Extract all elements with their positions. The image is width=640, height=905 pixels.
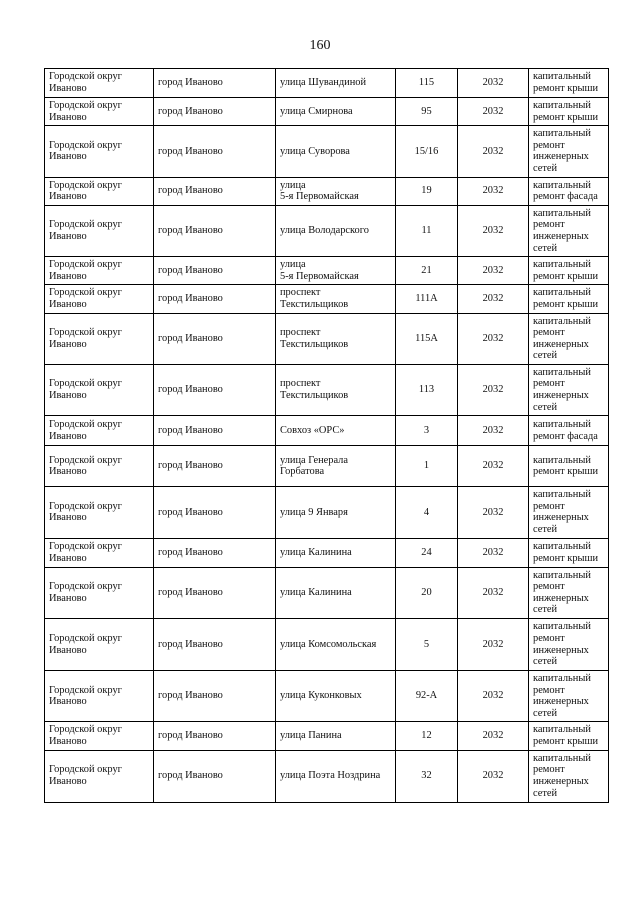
street-cell-line: улица Панина bbox=[280, 730, 342, 742]
district-cell bbox=[45, 177, 154, 205]
work-type-cell-line: сетей bbox=[533, 656, 558, 668]
district-cell bbox=[45, 538, 154, 567]
district-cell-line: Иваново bbox=[49, 644, 87, 656]
district-cell-line: Городской округ bbox=[49, 764, 122, 776]
table-row bbox=[45, 313, 609, 364]
work-type-cell-line: инженерных bbox=[533, 151, 589, 163]
work-type-cell-line: инженерных bbox=[533, 512, 589, 524]
work-type-cell-line: ремонт bbox=[533, 327, 565, 339]
year-cell: 2032 bbox=[458, 313, 529, 364]
district-cell-line: Иваново bbox=[49, 230, 87, 242]
year-cell: 2032 bbox=[458, 619, 529, 671]
district-cell-line: Городской округ bbox=[49, 219, 122, 231]
house-number-cell: 3 bbox=[396, 416, 458, 446]
work-type-cell-line: ремонт фасада bbox=[533, 191, 598, 203]
work-type-cell bbox=[529, 750, 609, 802]
work-type-cell bbox=[529, 205, 609, 256]
street-cell-line: проспект bbox=[280, 287, 321, 299]
house-number-cell: 95 bbox=[396, 98, 458, 126]
city-cell: город Иваново bbox=[154, 364, 276, 415]
year-cell: 2032 bbox=[458, 205, 529, 256]
work-type-cell bbox=[529, 567, 609, 618]
work-type-cell-line: капитальный bbox=[533, 724, 591, 736]
work-type-cell-line: ремонт bbox=[533, 684, 565, 696]
work-type-cell-line: ремонт крыши bbox=[533, 552, 599, 564]
district-cell bbox=[45, 416, 154, 446]
street-cell bbox=[276, 750, 396, 802]
city-cell: город Иваново bbox=[154, 619, 276, 671]
table-row bbox=[45, 446, 609, 487]
district-cell-line: Городской округ bbox=[49, 139, 122, 151]
year-cell: 2032 bbox=[458, 538, 529, 567]
repair-schedule-table bbox=[44, 68, 609, 803]
street-cell bbox=[276, 364, 396, 415]
house-number-cell: 15/16 bbox=[396, 126, 458, 177]
work-type-cell-line: капитальный bbox=[533, 366, 591, 378]
house-number-cell: 111А bbox=[396, 285, 458, 313]
street-cell bbox=[276, 98, 396, 126]
table-row bbox=[45, 69, 609, 98]
work-type-cell-line: капитальный bbox=[533, 128, 591, 140]
district-cell-line: Городской округ bbox=[49, 259, 122, 271]
district-cell-line: Городской округ bbox=[49, 724, 122, 736]
street-cell-line: улица Генерала bbox=[280, 454, 348, 466]
work-type-cell-line: ремонт крыши bbox=[533, 270, 599, 282]
year-cell: 2032 bbox=[458, 487, 529, 538]
work-type-cell-line: сетей bbox=[533, 787, 558, 799]
work-type-cell-line: капитальный bbox=[533, 100, 591, 111]
city-cell: город Иваново bbox=[154, 722, 276, 750]
street-cell-line: улица Поэта Ноздрина bbox=[280, 770, 381, 782]
year-cell: 2032 bbox=[458, 285, 529, 313]
work-type-cell-line: ремонт крыши bbox=[533, 83, 599, 94]
district-cell-line: Иваново bbox=[49, 512, 87, 524]
year-cell: 2032 bbox=[458, 750, 529, 802]
work-type-cell-line: инженерных bbox=[533, 592, 589, 604]
work-type-cell bbox=[529, 446, 609, 487]
district-cell-line: Иваново bbox=[49, 151, 87, 163]
city-cell: город Иваново bbox=[154, 487, 276, 538]
district-cell-line: Городской округ bbox=[49, 419, 122, 431]
street-cell-line: улица bbox=[280, 259, 306, 271]
city-cell: город Иваново bbox=[154, 98, 276, 126]
district-cell bbox=[45, 671, 154, 722]
year-cell: 2032 bbox=[458, 722, 529, 750]
district-cell-line: Иваново bbox=[49, 338, 87, 350]
district-cell bbox=[45, 364, 154, 415]
district-cell-line: Иваново bbox=[49, 466, 87, 478]
work-type-cell-line: инженерных bbox=[533, 696, 589, 708]
work-type-cell bbox=[529, 364, 609, 415]
table-row bbox=[45, 98, 609, 126]
district-cell bbox=[45, 285, 154, 313]
street-cell-line: Текстильщиков bbox=[280, 390, 349, 402]
city-cell: город Иваново bbox=[154, 538, 276, 567]
house-number-cell: 4 bbox=[396, 487, 458, 538]
table-row bbox=[45, 126, 609, 177]
house-number-cell: 21 bbox=[396, 257, 458, 285]
city-cell: город Иваново bbox=[154, 257, 276, 285]
table-row bbox=[45, 205, 609, 256]
district-cell-line: Иваново bbox=[49, 696, 87, 708]
year-cell: 2032 bbox=[458, 671, 529, 722]
table-row bbox=[45, 285, 609, 313]
work-type-cell-line: ремонт bbox=[533, 139, 565, 151]
work-type-cell bbox=[529, 177, 609, 205]
city-cell: город Иваново bbox=[154, 671, 276, 722]
work-type-cell-line: инженерных bbox=[533, 338, 589, 350]
year-cell: 2032 bbox=[458, 126, 529, 177]
year-cell: 2032 bbox=[458, 446, 529, 487]
house-number-cell: 113 bbox=[396, 364, 458, 415]
district-cell-line: Иваново bbox=[49, 552, 87, 564]
street-cell bbox=[276, 671, 396, 722]
work-type-cell-line: ремонт крыши bbox=[533, 111, 599, 123]
street-cell-line: Текстильщиков bbox=[280, 338, 349, 350]
city-cell: город Иваново bbox=[154, 126, 276, 177]
work-type-cell-line: капитальный bbox=[533, 71, 591, 83]
district-cell-line: Городской округ bbox=[49, 287, 122, 299]
street-cell bbox=[276, 619, 396, 671]
district-cell bbox=[45, 313, 154, 364]
street-cell bbox=[276, 313, 396, 364]
work-type-cell-line: капитальный bbox=[533, 315, 591, 327]
street-cell bbox=[276, 416, 396, 446]
year-cell: 2032 bbox=[458, 98, 529, 126]
work-type-cell-line: капитальный bbox=[533, 621, 591, 633]
work-type-cell-line: сетей bbox=[533, 707, 558, 719]
work-type-cell-line: сетей bbox=[533, 401, 558, 413]
table-row bbox=[45, 750, 609, 802]
house-number-cell: 1 bbox=[396, 446, 458, 487]
street-cell bbox=[276, 722, 396, 750]
street-cell bbox=[276, 126, 396, 177]
district-cell-line: Иваново bbox=[49, 735, 87, 747]
work-type-cell-line: сетей bbox=[533, 604, 558, 616]
street-cell-line: улица Володарского bbox=[280, 225, 369, 237]
table-row bbox=[45, 671, 609, 722]
street-cell bbox=[276, 257, 396, 285]
street-cell bbox=[276, 538, 396, 567]
table-body bbox=[45, 69, 609, 803]
work-type-cell-line: ремонт фасада bbox=[533, 430, 598, 442]
work-type-cell-line: сетей bbox=[533, 524, 558, 536]
work-type-cell-line: капитальный bbox=[533, 179, 591, 191]
street-cell-line: Текстильщиков bbox=[280, 298, 349, 310]
work-type-cell-line: капитальный bbox=[533, 207, 591, 219]
page-number: 160 bbox=[309, 38, 331, 53]
work-type-cell-line: капитальный bbox=[533, 287, 591, 299]
street-cell-line: улица Шувандиной bbox=[280, 77, 367, 89]
city-cell: город Иваново bbox=[154, 567, 276, 618]
street-cell-line: 5-я Первомайская bbox=[280, 191, 359, 203]
city-cell: город Иваново bbox=[154, 416, 276, 446]
district-cell bbox=[45, 205, 154, 256]
district-cell-line: Иваново bbox=[49, 270, 87, 282]
year-cell: 2032 bbox=[458, 567, 529, 618]
work-type-cell-line: ремонт bbox=[533, 378, 565, 390]
district-cell bbox=[45, 722, 154, 750]
house-number-cell: 92-А bbox=[396, 671, 458, 722]
work-type-cell-line: сетей bbox=[533, 350, 558, 362]
year-cell: 2032 bbox=[458, 177, 529, 205]
work-type-cell bbox=[529, 126, 609, 177]
work-type-cell-line: инженерных bbox=[533, 390, 589, 402]
district-cell-line: Городской округ bbox=[49, 500, 122, 512]
work-type-cell-line: капитальный bbox=[533, 569, 591, 581]
street-cell-line: улица Куконковых bbox=[280, 690, 362, 702]
year-cell: 2032 bbox=[458, 69, 529, 98]
work-type-cell bbox=[529, 98, 609, 126]
table-row bbox=[45, 619, 609, 671]
house-number-cell: 115 bbox=[396, 69, 458, 98]
house-number-cell: 24 bbox=[396, 538, 458, 567]
table-row bbox=[45, 567, 609, 618]
city-cell: город Иваново bbox=[154, 750, 276, 802]
street-cell-line: Горбатова bbox=[280, 466, 325, 478]
district-cell-line: Городской округ bbox=[49, 541, 122, 553]
work-type-cell-line: инженерных bbox=[533, 644, 589, 656]
district-cell-line: Иваново bbox=[49, 776, 87, 788]
street-cell-line: проспект bbox=[280, 378, 321, 390]
district-cell-line: Городской округ bbox=[49, 100, 122, 111]
district-cell bbox=[45, 126, 154, 177]
work-type-cell bbox=[529, 722, 609, 750]
work-type-cell-line: капитальный bbox=[533, 541, 591, 553]
district-cell-line: Иваново bbox=[49, 390, 87, 402]
house-number-cell: 11 bbox=[396, 205, 458, 256]
district-cell-line: Городской округ bbox=[49, 378, 122, 390]
work-type-cell bbox=[529, 257, 609, 285]
street-cell-line: улица Суворова bbox=[280, 145, 350, 157]
city-cell: город Иваново bbox=[154, 446, 276, 487]
district-cell bbox=[45, 257, 154, 285]
table-row bbox=[45, 257, 609, 285]
work-type-cell-line: ремонт bbox=[533, 219, 565, 231]
district-cell-line: Городской округ bbox=[49, 581, 122, 593]
year-cell: 2032 bbox=[458, 257, 529, 285]
district-cell-line: Городской округ bbox=[49, 179, 122, 191]
table-row bbox=[45, 538, 609, 567]
district-cell bbox=[45, 567, 154, 618]
work-type-cell bbox=[529, 619, 609, 671]
work-type-cell-line: сетей bbox=[533, 162, 558, 174]
district-cell bbox=[45, 446, 154, 487]
work-type-cell-line: капитальный bbox=[533, 454, 591, 466]
work-type-cell bbox=[529, 313, 609, 364]
city-cell: город Иваново bbox=[154, 177, 276, 205]
work-type-cell bbox=[529, 671, 609, 722]
house-number-cell: 115А bbox=[396, 313, 458, 364]
street-cell bbox=[276, 69, 396, 98]
street-cell bbox=[276, 446, 396, 487]
street-cell-line: проспект bbox=[280, 327, 321, 339]
work-type-cell-line: капитальный bbox=[533, 419, 591, 431]
work-type-cell-line: ремонт крыши bbox=[533, 735, 599, 747]
district-cell-line: Иваново bbox=[49, 83, 87, 94]
work-type-cell-line: ремонт bbox=[533, 581, 565, 593]
table-row bbox=[45, 364, 609, 415]
table-row bbox=[45, 416, 609, 446]
district-cell-line: Иваново bbox=[49, 191, 87, 203]
work-type-cell bbox=[529, 285, 609, 313]
work-type-cell-line: капитальный bbox=[533, 259, 591, 271]
house-number-cell: 5 bbox=[396, 619, 458, 671]
street-cell bbox=[276, 487, 396, 538]
work-type-cell-line: ремонт bbox=[533, 632, 565, 644]
work-type-cell bbox=[529, 538, 609, 567]
street-cell-line: улица Калинина bbox=[280, 546, 352, 558]
work-type-cell-line: инженерных bbox=[533, 230, 589, 242]
district-cell-line: Городской округ bbox=[49, 454, 122, 466]
house-number-cell: 19 bbox=[396, 177, 458, 205]
work-type-cell-line: капитальный bbox=[533, 673, 591, 684]
city-cell: город Иваново bbox=[154, 205, 276, 256]
district-cell-line: Иваново bbox=[49, 111, 87, 123]
work-type-cell bbox=[529, 69, 609, 98]
work-type-cell-line: капитальный bbox=[533, 489, 591, 501]
work-type-cell-line: ремонт крыши bbox=[533, 466, 599, 478]
street-cell bbox=[276, 205, 396, 256]
work-type-cell-line: ремонт bbox=[533, 764, 565, 776]
work-type-cell-line: ремонт крыши bbox=[533, 298, 599, 310]
district-cell-line: Городской округ bbox=[49, 71, 122, 83]
district-cell bbox=[45, 487, 154, 538]
street-cell-line: 5-я Первомайская bbox=[280, 270, 359, 282]
street-cell bbox=[276, 567, 396, 618]
district-cell bbox=[45, 750, 154, 802]
street-cell bbox=[276, 177, 396, 205]
table-row bbox=[45, 722, 609, 750]
work-type-cell-line: капитальный bbox=[533, 752, 591, 764]
district-cell-line: Городской округ bbox=[49, 632, 122, 644]
district-cell-line: Иваново bbox=[49, 298, 87, 310]
district-cell bbox=[45, 619, 154, 671]
street-cell-line: улица Калинина bbox=[280, 587, 352, 599]
district-cell bbox=[45, 98, 154, 126]
street-cell-line: Совхоз «ОРС» bbox=[280, 424, 345, 436]
house-number-cell: 32 bbox=[396, 750, 458, 802]
work-type-cell-line: инженерных bbox=[533, 776, 589, 788]
street-cell-line: улица Смирнова bbox=[280, 105, 353, 117]
street-cell-line: улица Комсомольская bbox=[280, 638, 377, 650]
house-number-cell: 12 bbox=[396, 722, 458, 750]
district-cell-line: Иваново bbox=[49, 430, 87, 442]
city-cell: город Иваново bbox=[154, 313, 276, 364]
street-cell bbox=[276, 285, 396, 313]
work-type-cell bbox=[529, 416, 609, 446]
table-row bbox=[45, 177, 609, 205]
table-row bbox=[45, 487, 609, 538]
city-cell: город Иваново bbox=[154, 69, 276, 98]
work-type-cell-line: сетей bbox=[533, 242, 558, 254]
year-cell: 2032 bbox=[458, 364, 529, 415]
street-cell-line: улица bbox=[280, 179, 306, 191]
work-type-cell bbox=[529, 487, 609, 538]
district-cell bbox=[45, 69, 154, 98]
work-type-cell-line: ремонт bbox=[533, 500, 565, 512]
street-cell-line: улица 9 Января bbox=[280, 506, 348, 518]
district-cell-line: Иваново bbox=[49, 592, 87, 604]
city-cell: город Иваново bbox=[154, 285, 276, 313]
district-cell-line: Городской округ bbox=[49, 327, 122, 339]
house-number-cell: 20 bbox=[396, 567, 458, 618]
district-cell-line: Городской округ bbox=[49, 684, 122, 696]
year-cell: 2032 bbox=[458, 416, 529, 446]
